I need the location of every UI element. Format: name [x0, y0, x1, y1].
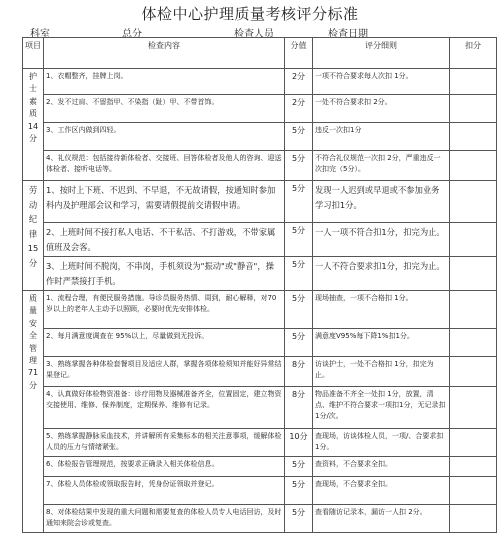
row-deduct [450, 291, 497, 329]
table-row [23, 223, 497, 257]
row-detail: 一处不符合要求扣 2分。 [313, 95, 450, 123]
table-row [23, 151, 497, 181]
row-deduct [450, 429, 497, 457]
header-item: 项目 [23, 38, 44, 69]
category-discipline: 劳 动 纪 律 15 分 [23, 181, 44, 291]
row-deduct [450, 457, 497, 477]
row-detail: 一人一项不符合扣1分，扣完为止。 [313, 223, 450, 257]
table-row [23, 429, 497, 457]
row-content: 5、熟练掌握静脉采血技术，并讲解所有采集标本的相关注意事项，缓解体检人员的压力与情绪紧张。 [44, 429, 285, 457]
row-detail: 现场抽查，一项不合格扣 1分。 [313, 291, 450, 329]
row-score: 5分 [285, 477, 313, 505]
row-deduct [450, 257, 497, 291]
score-table [22, 37, 497, 533]
row-score: 5分 [285, 257, 313, 291]
row-content: 3、上班时间不脱岗，不串岗，手机须设为"振动"或"静音"，操作时严禁接打手机。 [44, 257, 285, 291]
meta-total: 总分 [122, 29, 142, 40]
row-score: 5分 [285, 181, 313, 223]
row-content: 3、熟练掌握各种体检套餐项目及适应人群，掌握各项体检须知并能好异常结果登记。 [44, 357, 285, 387]
row-detail: 访谈护士，一处不合格扣 1分，扣完为止。 [313, 357, 450, 387]
row-detail: 一人不符合要求扣1分，扣完为止。 [313, 257, 450, 291]
row-deduct [450, 181, 497, 223]
row-score: 2分 [285, 95, 313, 123]
row-deduct [450, 223, 497, 257]
row-deduct [450, 387, 497, 429]
header-deduct: 扣分 [450, 38, 497, 69]
row-score: 2分 [285, 69, 313, 95]
table-row [23, 291, 497, 329]
row-detail: 不符合礼仪规范一次扣 2分，严重违反一次扣完（5分）。 [313, 151, 450, 181]
table-row [23, 387, 497, 429]
row-score: 8分 [285, 387, 313, 429]
table-row [23, 457, 497, 477]
row-deduct [450, 151, 497, 181]
row-deduct [450, 123, 497, 151]
row-score: 5分 [285, 123, 313, 151]
row-detail: 查现场，不合要求全扣。 [313, 477, 450, 505]
row-deduct [450, 95, 497, 123]
row-score: 8分 [285, 357, 313, 387]
table-row [23, 257, 497, 291]
header-detail: 评分细则 [313, 38, 450, 69]
row-detail: 查资料，不合要求全扣。 [313, 457, 450, 477]
meta-dept: 科室 [30, 29, 50, 40]
row-content: 4、礼仪规范：包括接待新体检者、交接班、回答体检者及他人的咨询、迎送体检者、接听电话等。 [44, 151, 285, 181]
row-deduct [450, 505, 497, 533]
row-score: 5分 [285, 291, 313, 329]
row-content: 8、对体检结果中发现的重大问题和需要复查的体检人员专人电话回访，及时通知来院会诊或复查。 [44, 505, 285, 533]
row-content: 1、流程合理，有便民服务措施。导诊员服务热情、周到，耐心解释，对70岁以上的老年人主动予以照顾，必要时优先安排体检。 [44, 291, 285, 329]
row-deduct [450, 69, 497, 95]
row-deduct [450, 357, 497, 387]
row-detail: 查现场，访谈体检人员，一项/、合要求扣1分。 [313, 429, 450, 457]
table-row [23, 181, 497, 223]
meta-date: 检查日期 [328, 29, 368, 40]
row-score: 5分 [285, 505, 313, 533]
page-title: 体检中心护理质量考核评分标准 [141, 5, 359, 23]
table-row [23, 505, 497, 533]
table-header [23, 38, 497, 69]
table-row [23, 123, 497, 151]
row-content: 3、工作区内做到四轻。 [44, 123, 285, 151]
row-content: 2、每月满意度调查在 95%以上，尽量做到无投诉。 [44, 329, 285, 357]
row-detail: 发现一人迟到或早退或不参加业务学习扣1分。 [313, 181, 450, 223]
row-detail: 一项不符合要求每人次扣 1分。 [313, 69, 450, 95]
row-detail: 查看随访记录本，漏访一人扣 2分。 [313, 505, 450, 533]
row-deduct [450, 329, 497, 357]
row-score: 5分 [285, 457, 313, 477]
row-content: 2、上班时间不接打私人电话、不干私活、不打游戏，不带家属值班及会客。 [44, 223, 285, 257]
table-row [23, 95, 497, 123]
row-content: 6、体检报告管理规范，按要求正确录入相关体检信息。 [44, 457, 285, 477]
row-detail: 物品准备不齐全一处扣 1分，放置，清点、维护不符合要求一项扣1分，无记录扣1分/次。 [313, 387, 450, 429]
row-content: 4、认真做好体检物资准备：诊疗用物及器械准备齐全，位置固定，建立物资交接使用、维修、保养制度，定期保养、维修有记录。 [44, 387, 285, 429]
row-content: 1、按时上下班、不迟到、不早退，不无故请假，按通知时参加科内及护理部会议和学习，需要请假提前交请假申请。 [44, 181, 285, 223]
category-appearance: 护 士 素 质 14 分 [23, 69, 44, 181]
row-content: 2、发不过肩、不留指甲、不染指（趾）甲、不带首饰。 [44, 95, 285, 123]
meta-inspector: 检查人员 [234, 29, 274, 40]
row-deduct [450, 477, 497, 505]
header-content: 检查内容 [44, 38, 285, 69]
table-row [23, 357, 497, 387]
row-content: 7、体检人员体检或领取报告时，凭身份证领取并登记。 [44, 477, 285, 505]
category-quality: 质 量 安 全 管 理 71 分 [23, 291, 44, 533]
row-detail: 满意度V95%每下降1%扣1分。 [313, 329, 450, 357]
header-score: 分值 [285, 38, 313, 69]
table-row [23, 329, 497, 357]
row-score: 5分 [285, 223, 313, 257]
row-score: 10分 [285, 429, 313, 457]
table-row [23, 477, 497, 505]
table-row [23, 69, 497, 95]
row-score: 5分 [285, 329, 313, 357]
row-score: 5分 [285, 151, 313, 181]
row-content: 1、衣帽整齐，挂牌上岗。 [44, 69, 285, 95]
row-detail: 违反一次扣1分 [313, 123, 450, 151]
